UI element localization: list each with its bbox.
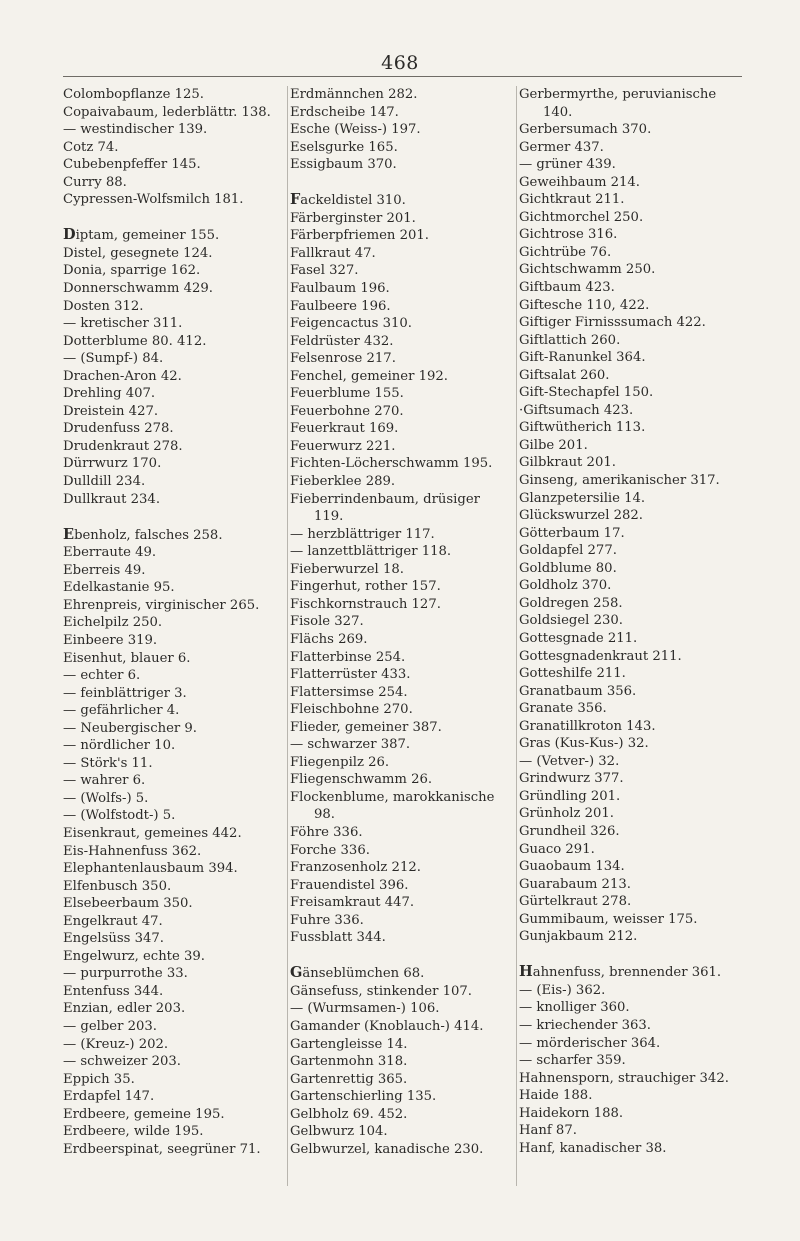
- index-entry: Flockenblume, marokkanische: [290, 789, 495, 805]
- index-entry: Gichtmorchel 250.: [519, 209, 644, 225]
- index-entry: Gottesgnade 211.: [519, 630, 638, 646]
- index-entry: Gerbermyrthe, peruvianische: [519, 87, 717, 102]
- index-entry: Fieberklee 289.: [290, 474, 396, 490]
- index-entry: Götterbaum 17.: [519, 525, 625, 541]
- index-entry: Elfenbusch 350.: [63, 878, 172, 894]
- index-entry: Donnerschwamm 429.: [63, 281, 213, 297]
- index-entry: Entenfuss 344.: [63, 983, 164, 999]
- section-gap: [290, 947, 512, 965]
- index-entry: — Störk's 11.: [63, 755, 153, 771]
- index-entry: Glanzpetersilie 14.: [519, 490, 646, 506]
- index-entry: Felsenrose 217.: [290, 351, 396, 367]
- index-entry: Goldblume 80.: [519, 560, 617, 576]
- index-entry: Fliegenschwamm 26.: [290, 772, 433, 788]
- index-entry: Fisole 327.: [290, 614, 364, 630]
- index-entry: Eichelpilz 250.: [63, 615, 163, 631]
- index-entry: Gichtrübe 76.: [519, 244, 612, 260]
- index-column-3: [516, 86, 747, 1186]
- index-column-2: [287, 86, 512, 1186]
- index-entry: Gartengleisse 14.: [290, 1036, 408, 1052]
- index-entry: Curry 88.: [63, 174, 127, 190]
- index-entry: Goldapfel 277.: [519, 543, 617, 559]
- index-entry: Eberraute 49.: [63, 545, 157, 561]
- index-entry: Gichtkraut 211.: [519, 192, 625, 208]
- index-entry: Gunjakbaum 212.: [519, 929, 638, 945]
- index-entry: Gartenmohn 318.: [290, 1054, 408, 1070]
- index-entry: Flatterrüster 433.: [290, 667, 411, 683]
- index-entry: Fleischbohne 270.: [290, 702, 413, 718]
- header-rule: [63, 76, 742, 77]
- index-entry: — schwarzer 387.: [290, 737, 411, 753]
- index-entry: Fasel 327.: [290, 263, 359, 279]
- index-entry: — echter 6.: [63, 668, 141, 684]
- section-gap: [519, 946, 747, 964]
- index-entry: Cypressen-Wolfsmilch 181.: [63, 192, 244, 208]
- index-entry: Germer 437.: [519, 139, 604, 155]
- index-entry: Gichtrose 316.: [519, 227, 618, 243]
- index-entry: Ebenholz, falsches 258.: [63, 525, 223, 543]
- index-entry: — wahrer 6.: [63, 773, 146, 789]
- index-entry: Erdbeere, wilde 195.: [63, 1124, 204, 1140]
- index-entry: Esche (Weiss-) 197.: [290, 122, 421, 138]
- index-entry: Dosten 312.: [63, 298, 144, 314]
- index-entry: Granate 356.: [519, 701, 607, 717]
- index-entry: — purpurrothe 33.: [63, 966, 188, 982]
- index-entry: — feinblättriger 3.: [63, 685, 187, 701]
- index-entry: Erdbeere, gemeine 195.: [63, 1106, 225, 1122]
- index-entry: Feuerkraut 169.: [290, 421, 399, 437]
- index-entry: Färberpfriemen 201.: [290, 228, 429, 244]
- index-entry: — schweizer 203.: [63, 1054, 181, 1070]
- index-entry: Dullkraut 234.: [63, 491, 161, 507]
- index-entry: — (Wolfs-) 5.: [63, 790, 149, 806]
- index-entry: Eisenkraut, gemeines 442.: [63, 825, 242, 841]
- index-entry: Fieberrindenbaum, drüsiger: [290, 491, 480, 507]
- index-entry: Haide 188.: [519, 1088, 593, 1104]
- index-entry: — westindischer 139.: [63, 122, 208, 138]
- index-entry: Fackeldistel 310.: [290, 191, 406, 209]
- index-entry: Goldholz 370.: [519, 578, 612, 594]
- index-entry: Drudenkraut 278.: [63, 438, 183, 454]
- index-entry: Eisenhut, blauer 6.: [63, 650, 191, 666]
- index-entry: ·Giftsumach 423.: [519, 402, 634, 418]
- index-entry: Erdapfel 147.: [63, 1089, 155, 1105]
- index-entry: Erdbeerspinat, seegrüner 71.: [63, 1141, 261, 1157]
- index-entry: — kretischer 311.: [63, 316, 183, 332]
- index-entry: Copaivabaum, lederblättr. 138.: [63, 104, 271, 120]
- index-entry: Flieder, gemeiner 387.: [290, 719, 442, 735]
- index-entry: Fischkornstrauch 127.: [290, 596, 441, 612]
- index-entry: Erdmännchen 282.: [290, 87, 418, 102]
- index-entry: Eselsgurke 165.: [290, 139, 398, 155]
- index-entry: Feuerbohne 270.: [290, 403, 404, 419]
- index-entry: — gefährlicher 4.: [63, 703, 180, 719]
- index-entry: Färberginster 201.: [290, 210, 416, 226]
- index-entry: Goldsiegel 230.: [519, 613, 623, 629]
- index-entry: Fussblatt 344.: [290, 930, 386, 946]
- index-entry: Giftlattich 260.: [519, 332, 621, 348]
- index-entry: Gartenschierling 135.: [290, 1089, 437, 1105]
- index-entry: Guaobaum 134.: [519, 859, 625, 875]
- index-entry: Flächs 269.: [290, 631, 368, 647]
- index-entry: Fliegenpilz 26.: [290, 754, 390, 770]
- index-entry: Giftbaum 423.: [519, 280, 615, 296]
- index-entry: Gamander (Knoblauch-) 414.: [290, 1018, 484, 1034]
- section-gap: [290, 174, 512, 192]
- index-entry: Drudenfuss 278.: [63, 421, 174, 437]
- index-entry: Granatbaum 356.: [519, 683, 637, 699]
- index-entry: — lanzettblättriger 118.: [290, 544, 452, 560]
- index-entry: Flattersimse 254.: [290, 684, 408, 700]
- index-entry: Hahnensporn, strauchiger 342.: [519, 1070, 729, 1086]
- index-entry: Ehrenpreis, virginischer 265.: [63, 597, 260, 613]
- index-entry: Gelbwurzel, kanadische 230.: [290, 1141, 484, 1157]
- index-entry: Gift-Ranunkel 364.: [519, 350, 646, 366]
- index-entry: — (Sumpf-) 84.: [63, 351, 164, 367]
- index-entry: Diptam, gemeiner 155.: [63, 226, 220, 244]
- index-entry: Eppich 35.: [63, 1071, 135, 1087]
- index-entry: Gelbholz 69. 452.: [290, 1106, 408, 1122]
- index-entry: Guarabaum 213.: [519, 876, 631, 892]
- index-entry: — (Eis-) 362.: [519, 982, 606, 998]
- index-entry: — knolliger 360.: [519, 1000, 630, 1016]
- index-entry: Engelwurz, echte 39.: [63, 948, 205, 964]
- index-entry: Elsebeerbaum 350.: [63, 896, 193, 912]
- index-entry: Faulbeere 196.: [290, 298, 391, 314]
- index-entry: Gilbe 201.: [519, 437, 588, 453]
- index-entry: Fuhre 336.: [290, 912, 364, 928]
- index-entry: Haidekorn 188.: [519, 1105, 624, 1121]
- index-entry: Dreistein 427.: [63, 403, 159, 419]
- index-entry: Frauendistel 396.: [290, 877, 409, 893]
- index-entry: — gelber 203.: [63, 1018, 157, 1034]
- index-entry: 140.: [543, 104, 573, 120]
- index-entry: Colombopflanze 125.: [63, 87, 204, 102]
- index-entry: Freisamkraut 447.: [290, 895, 415, 911]
- index-entry: Hahnenfuss, brennender 361.: [519, 963, 722, 981]
- index-entry: Fingerhut, rother 157.: [290, 579, 441, 595]
- index-entry: Grundheil 326.: [519, 823, 620, 839]
- index-entry: Fallkraut 47.: [290, 245, 376, 261]
- index-entry: Faulbaum 196.: [290, 281, 390, 297]
- index-entry: Fichten-Löcherschwamm 195.: [290, 456, 493, 472]
- index-entry: — mörderischer 364.: [519, 1035, 661, 1051]
- page-number: 468: [381, 52, 419, 74]
- index-entry: Gürtelkraut 278.: [519, 894, 632, 910]
- index-column-1: [63, 86, 278, 1158]
- index-entry: Cotz 74.: [63, 139, 119, 155]
- index-entry: Dürrwurz 170.: [63, 456, 162, 472]
- index-entry: Gichtschwamm 250.: [519, 262, 656, 278]
- index-entry: Distel, gesegnete 124.: [63, 245, 213, 261]
- index-entry: Giftsalat 260.: [519, 367, 610, 383]
- index-entry: Guaco 291.: [519, 841, 595, 857]
- index-entry: Gottesgnadenkraut 211.: [519, 648, 682, 664]
- index-entry: Elephantenlausbaum 394.: [63, 861, 238, 877]
- index-entry: Cubebenpfeffer 145.: [63, 157, 201, 173]
- index-entry: Giftiger Firnisssumach 422.: [519, 315, 706, 331]
- index-entry: Enzian, edler 203.: [63, 1001, 186, 1017]
- index-entry: Gänsefuss, stinkender 107.: [290, 983, 472, 999]
- index-entry: Gänseblümchen 68.: [290, 964, 425, 982]
- index-entry: Feldrüster 432.: [290, 333, 394, 349]
- index-entry: Glückswurzel 282.: [519, 508, 643, 524]
- index-entry: Eberreis 49.: [63, 562, 146, 578]
- index-entry: Engelkraut 47.: [63, 913, 163, 929]
- index-entry: Granatillkroton 143.: [519, 718, 656, 734]
- index-entry: Erdscheibe 147.: [290, 104, 399, 120]
- index-entry: Goldregen 258.: [519, 595, 623, 611]
- index-entry: Gras (Kus-Kus-) 32.: [519, 736, 649, 752]
- index-entry: Gerbersumach 370.: [519, 122, 652, 138]
- index-entry: Drehling 407.: [63, 386, 156, 402]
- index-entry: Dulldill 234.: [63, 474, 146, 490]
- index-entry: Gotteshilfe 211.: [519, 666, 626, 682]
- index-entry: Dotterblume 80. 412.: [63, 333, 207, 349]
- index-entry: Feigencactus 310.: [290, 316, 412, 332]
- index-entry: Fenchel, gemeiner 192.: [290, 368, 448, 384]
- index-entry: Edelkastanie 95.: [63, 580, 175, 596]
- index-entry: — herzblättriger 117.: [290, 526, 435, 542]
- index-entry: Gilbkraut 201.: [519, 455, 616, 471]
- index-entry: Föhre 336.: [290, 824, 363, 840]
- index-entry: — scharfer 359.: [519, 1053, 626, 1069]
- index-entry: Engelsüss 347.: [63, 931, 164, 947]
- index-entry: — kriechender 363.: [519, 1017, 651, 1033]
- index-entry: Eis-Hahnenfuss 362.: [63, 843, 202, 859]
- index-entry: — (Vetver-) 32.: [519, 753, 620, 769]
- index-entry: Giftesche 110, 422.: [519, 297, 650, 313]
- index-entry: Gummibaum, weisser 175.: [519, 911, 698, 927]
- index-entry: Franzosenholz 212.: [290, 860, 421, 876]
- index-entry: Einbeere 319.: [63, 632, 158, 648]
- index-entry: Hanf 87.: [519, 1123, 577, 1139]
- index-entry: Gründling 201.: [519, 788, 621, 804]
- index-entry: Flatterbinse 254.: [290, 649, 406, 665]
- index-entry: — (Wolfstodt-) 5.: [63, 808, 176, 824]
- section-gap: [63, 209, 278, 227]
- index-entry: Feuerblume 155.: [290, 386, 404, 402]
- index-entry: Donia, sparrige 162.: [63, 263, 201, 279]
- index-entry: Ginseng, amerikanischer 317.: [519, 473, 720, 489]
- index-entry: Feuerwurz 221.: [290, 438, 396, 454]
- index-entry: 98.: [314, 807, 335, 823]
- index-entry: 119.: [314, 509, 344, 525]
- index-entry: Grünholz 201.: [519, 806, 614, 822]
- index-entry: Fieberwurzel 18.: [290, 561, 404, 577]
- index-entry: — (Wurmsamen-) 106.: [290, 1001, 440, 1017]
- index-entry: Geweihbaum 214.: [519, 174, 640, 190]
- index-entry: Grindwurz 377.: [519, 771, 624, 787]
- index-entry: Giftwütherich 113.: [519, 420, 646, 436]
- index-entry: Gift-Stechapfel 150.: [519, 385, 654, 401]
- section-gap: [63, 508, 278, 526]
- index-entry: — grüner 439.: [519, 157, 616, 173]
- index-entry: Gartenrettig 365.: [290, 1071, 408, 1087]
- index-entry: Hanf, kanadischer 38.: [519, 1140, 667, 1156]
- index-entry: — nördlicher 10.: [63, 738, 176, 754]
- index-entry: Gelbwurz 104.: [290, 1124, 388, 1140]
- index-entry: Forche 336.: [290, 842, 370, 858]
- index-entry: Drachen-Aron 42.: [63, 368, 182, 384]
- index-entry: Essigbaum 370.: [290, 157, 397, 173]
- index-entry: — (Kreuz-) 202.: [63, 1036, 169, 1052]
- index-entry: — Neubergischer 9.: [63, 720, 197, 736]
